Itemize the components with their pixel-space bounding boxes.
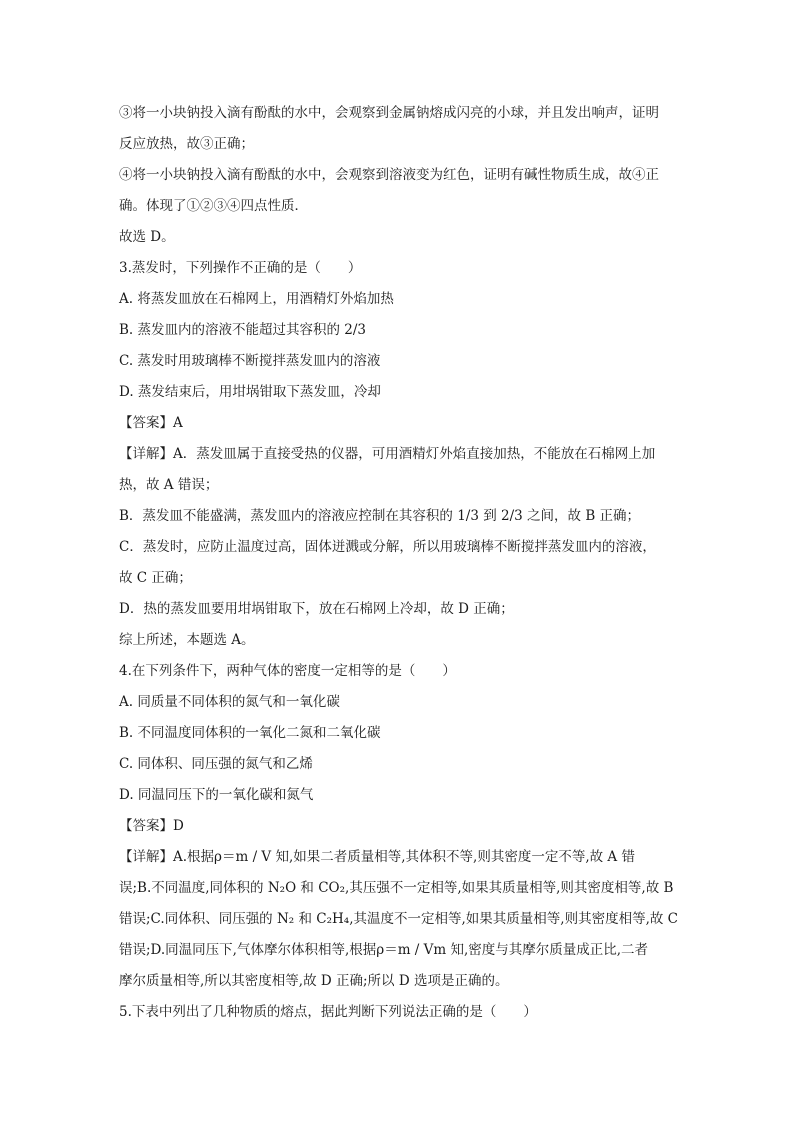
text-line: 热，故 A 错误；	[119, 477, 219, 493]
text-line: 摩尔质量相等,所以其密度相等,故 D 正确;所以 D 选项是正确的。	[119, 973, 509, 989]
text-line: 反应放热，故③正确；	[119, 136, 254, 152]
question-5-title: 5.下表中列出了几种物质的熔点，据此判断下列说法正确的是（ ）	[119, 1004, 537, 1020]
question-3-option-a: A. 将蒸发皿放在石棉网上，用酒精灯外焰加热	[119, 291, 394, 307]
text-line: ③将一小块钠投入滴有酚酞的水中，会观察到金属钠熔成闪亮的小球，并且发出响声，证明	[119, 105, 659, 121]
text-line: C．蒸发时，应防止温度过高，固体迸溅或分解，所以用玻璃棒不断搅拌蒸发皿内的溶液，	[119, 539, 656, 555]
document-body	[119, 98, 679, 1028]
question-3-option-d: D. 蒸发结束后，用坩埚钳取下蒸发皿，冷却	[119, 384, 381, 400]
text-line: 确。体现了①②③④四点性质．	[119, 198, 308, 214]
text-line: B．蒸发皿不能盛满，蒸发皿内的溶液应控制在其容积的 1/3 到 2/3 之间，故 B 正确；	[119, 508, 641, 524]
text-line: 错误;C.同体积、同压强的 N₂ 和 C₂H₄,其温度不一定相等,如果其质量相等,则其密度相等,故 C	[119, 911, 678, 927]
question-3-option-c: C. 蒸发时用玻璃棒不断搅拌蒸发皿内的溶液	[119, 353, 381, 369]
text-line: 故 C 正确；	[119, 570, 192, 586]
text-line: 综上所述，本题选 A。	[119, 632, 255, 648]
question-3-option-b: B. 蒸发皿内的溶液不能超过其容积的 2/3	[119, 322, 367, 338]
question-3-explanation: 【详解】A．蒸发皿属于直接受热的仪器，可用酒精灯外焰直接加热，不能放在石棉网上加	[119, 446, 656, 462]
question-4-title: 4.在下列条件下，两种气体的密度一定相等的是（ ）	[119, 663, 456, 679]
text-line: ④将一小块钠投入滴有酚酞的水中，会观察到溶液变为红色，证明有碱性物质生成，故④正	[119, 167, 659, 183]
text-line: 故选 D。	[119, 229, 175, 245]
text-line: D．热的蒸发皿要用坩埚钳取下，放在石棉网上冷却，故 D 正确；	[119, 601, 514, 617]
question-3-answer: 【答案】A	[119, 415, 183, 431]
question-4-answer: 【答案】D	[119, 818, 184, 834]
question-4-option-c: C. 同体积、同压强的氮气和乙烯	[119, 756, 313, 772]
question-4-option-b: B. 不同温度同体积的一氧化二氮和二氧化碳	[119, 725, 381, 741]
question-4-option-a: A. 同质量不同体积的氮气和一氧化碳	[119, 694, 340, 710]
text-line: 误;B.不同温度,同体积的 N₂O 和 CO₂,其压强不一定相等,如果其质量相等,则其密度相等,故 B	[119, 880, 674, 896]
question-4-explanation: 【详解】A.根据ρ＝m / V 知,如果二者质量相等,其体积不等,则其密度一定不等,故 A 错	[119, 849, 635, 865]
question-4-option-d: D. 同温同压下的一氧化碳和氮气	[119, 787, 314, 803]
question-3-title: 3.蒸发时，下列操作不正确的是（ ）	[119, 260, 362, 276]
text-line: 错误;D.同温同压下,气体摩尔体积相等,根据ρ＝m / Vm 知,密度与其摩尔质量成正比,二者	[119, 942, 649, 958]
